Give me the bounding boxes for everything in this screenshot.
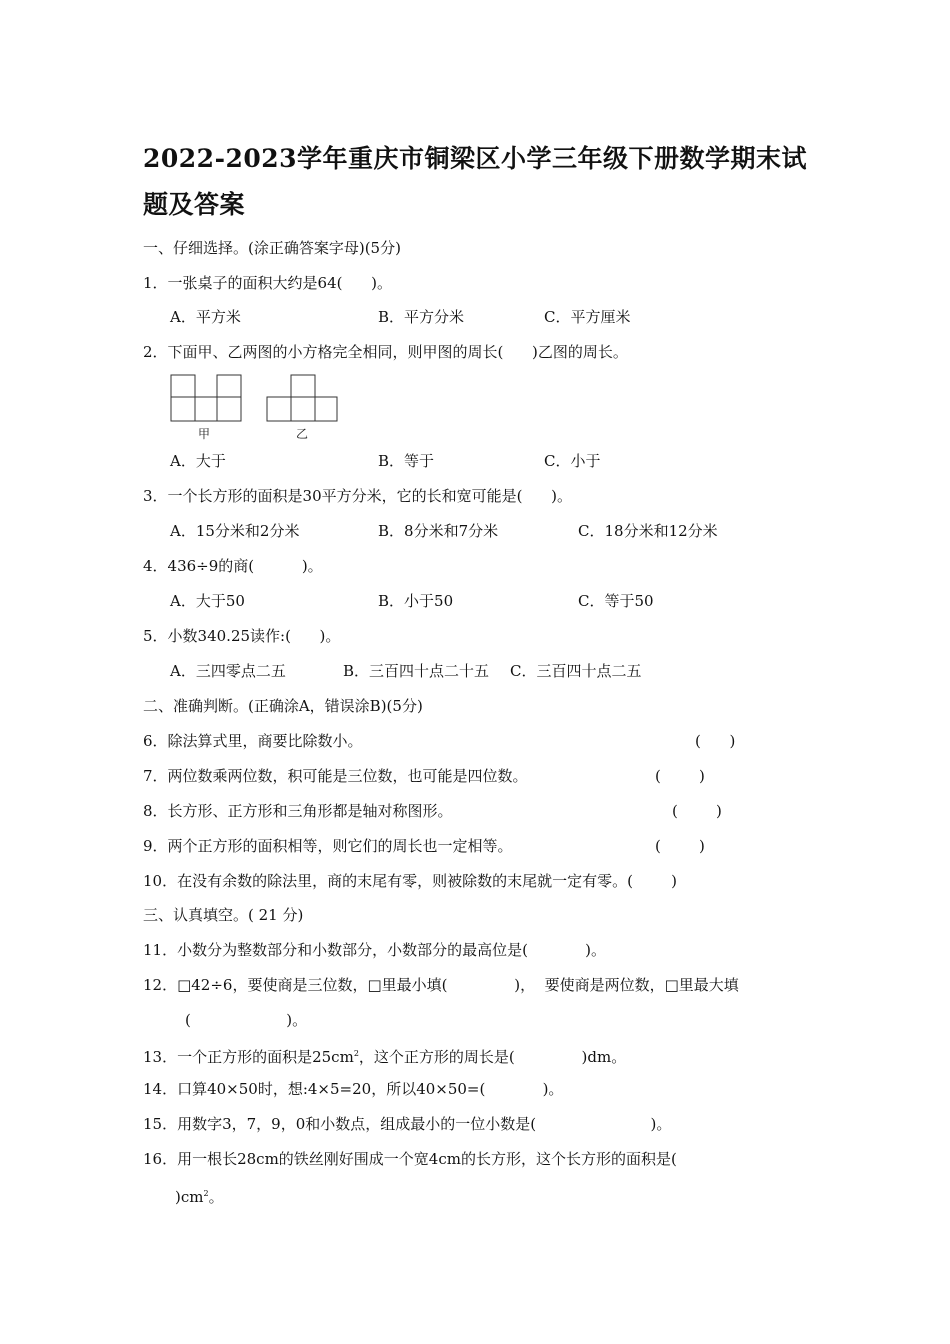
q13-text-b: ，这个正方形的周长是( )dm。 [358,1048,627,1066]
question-9: 9．两个正方形的面积相等，则它们的周长也一定相等。 [143,837,513,855]
question-16: 16．用一根长28cm的铁丝刚好围成一个宽4cm的长方形，这个长方形的面积是( [143,1150,677,1168]
question-11: 11．小数分为整数部分和小数部分，小数部分的最高位是( )。 [143,941,607,959]
q4-option-a: A．大于50 [170,592,245,610]
q8-answer-paren: ( ) [672,802,722,820]
question-3: 3．一个长方形的面积是30平方分米，它的长和宽可能是( )。 [143,487,572,505]
question-6: 6．除法算式里，商要比除数小。 [143,732,363,750]
question-7: 7．两位数乘两位数，积可能是三位数，也可能是四位数。 [143,767,528,785]
section-3-heading: 三、认真填空。( 21 分) [143,906,304,924]
q2-option-a: A．大于 [170,452,226,470]
yi-square-bottom-2 [291,397,315,421]
question-2: 2．下面甲、乙两图的小方格完全相同，则甲图的周长( )乙图的周长。 [143,343,628,361]
question-14: 14．口算40×50时，想:4×5=20，所以40×50=( )。 [143,1080,564,1098]
question-16-continued [175,1184,224,1207]
q2-option-b: B．等于 [378,452,435,470]
jia-square-bottom-3 [217,397,241,421]
q5-option-a: A．三四零点二五 [170,662,286,680]
question-13 [143,1044,626,1067]
q3-option-c: C．18分米和12分米 [578,522,718,540]
q4-option-c: C．等于50 [578,592,654,610]
question-1: 1．一张桌子的面积大约是64( )。 [143,274,392,292]
section-2-heading: 二、准确判断。(正确涂A，错误涂B)(5分) [143,697,423,715]
q2-figures [168,374,343,442]
figure-yi [267,375,337,421]
section-1-heading: 一、仔细选择。(涂正确答案字母)(5分) [143,239,401,257]
q1-option-c: C．平方厘米 [544,308,631,326]
question-15: 15．用数字3，7，9，0和小数点，组成最小的一位小数是( )。 [143,1115,672,1133]
q4-option-b: B．小于50 [378,592,454,610]
question-4: 4．436÷9的商( )。 [143,557,323,575]
question-12-continued: ( )。 [185,1011,308,1029]
figure-yi-label: 乙 [295,427,309,441]
q1-option-b: B．平方分米 [378,308,465,326]
jia-square-bottom-1 [171,397,195,421]
q16-text2-a: )cm [175,1188,204,1206]
q1-option-a: A．平方米 [170,308,241,326]
question-12: 12．□42÷6，要使商是三位数，□里最小填( )， 要使商是两位数，□里最大填 [143,976,739,994]
q16-superscript: 2 [203,1189,209,1198]
figure-jia-label: 甲 [197,427,211,441]
page-title: 2022-2023学年重庆市铜梁区小学三年级下册数学期末试题及答案 [143,144,808,219]
q9-answer-paren: ( ) [655,837,705,855]
figure-jia [171,375,241,421]
q16-text2-b: 。 [208,1188,224,1206]
question-10: 10．在没有余数的除法里，商的末尾有零，则被除数的末尾就一定有零。( ) [143,872,677,890]
yi-square-bottom-1 [267,397,291,421]
q5-option-b: B．三百四十点二十五 [343,662,490,680]
q3-option-b: B．8分米和7分米 [378,522,499,540]
question-8: 8．长方形、正方形和三角形都是轴对称图形。 [143,802,453,820]
jia-square-top-right [217,375,241,397]
q6-answer-paren: ( ) [695,732,736,750]
q2-option-c: C．小于 [544,452,601,470]
jia-square-bottom-2 [195,397,217,421]
q13-text-a: 13．一个正方形的面积是25cm [143,1048,354,1066]
jia-square-top-left [171,375,195,397]
q7-answer-paren: ( ) [655,767,705,785]
yi-square-bottom-3 [315,397,337,421]
question-5: 5．小数340.25读作:( )。 [143,627,341,645]
q5-option-c: C．三百四十点二五 [510,662,642,680]
q13-superscript: 2 [353,1049,359,1058]
yi-square-top [291,375,315,397]
q3-option-a: A．15分米和2分米 [170,522,300,540]
